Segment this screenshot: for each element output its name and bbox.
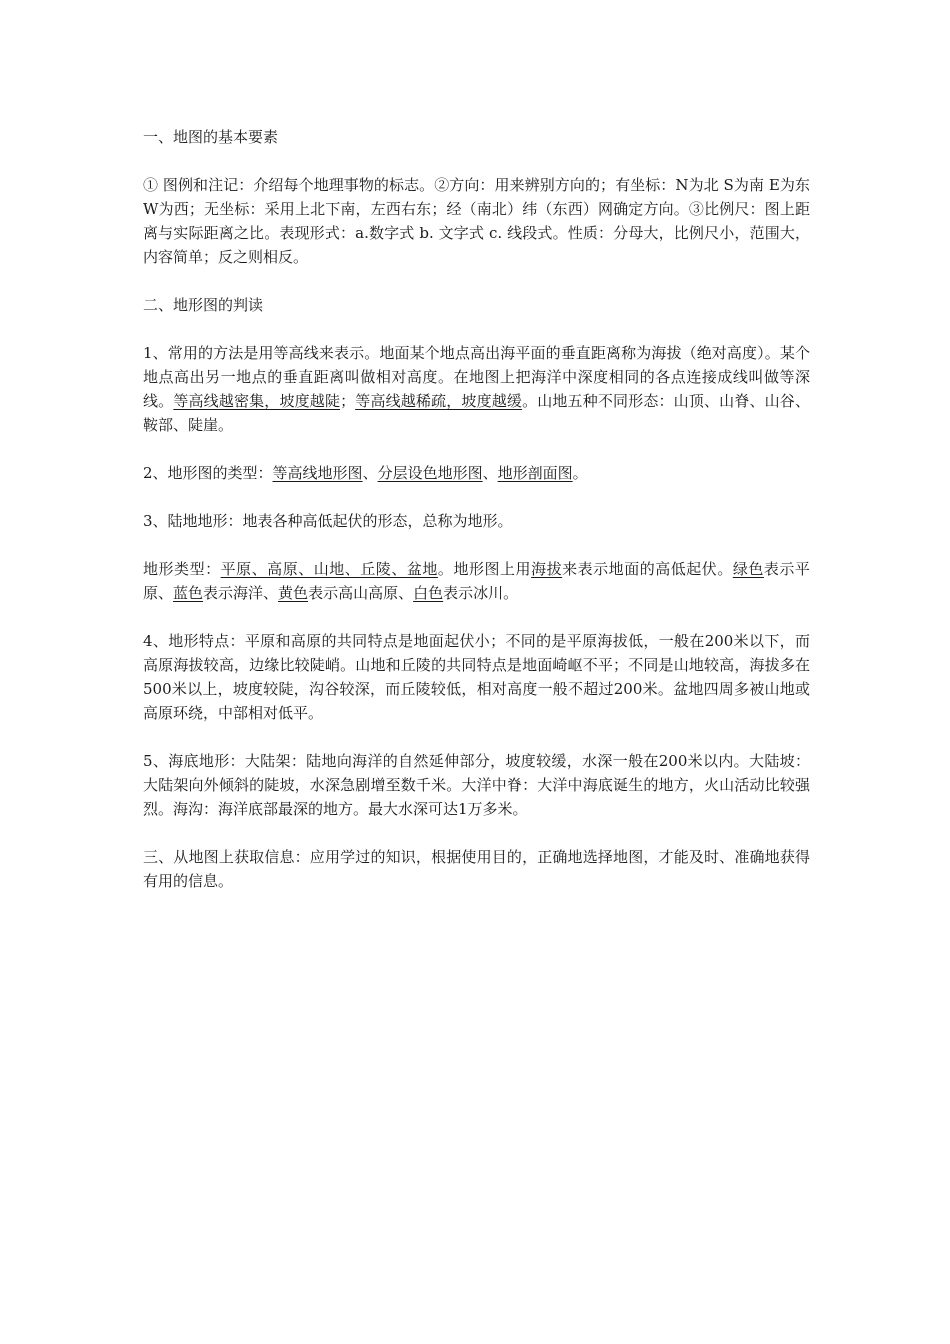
- text-run: 表示冰川。: [443, 584, 519, 602]
- paragraph-terrain-features: 4、地形特点：平原和高原的共同特点是地面起伏小；不同的是平原海拔低，一般在200米以下，而高原海拔较高，边缘比较陡峭。山地和丘陵的共同特点是地面崎岖不平；不同是山地较高，海拔多在500米以上，坡度较陡，沟谷较深，而丘陵较低，相对高度一般不超过200米。盆地四周多被山地或高原环绕，中部相对低平。: [143, 632, 810, 722]
- section-1-title: 一、地图的基本要素: [143, 128, 279, 146]
- underlined-term: 平原、高原、山地、丘陵、盆地: [220, 560, 438, 578]
- text-run: 来表示地面的高低起伏。: [562, 560, 733, 578]
- text-run: 。地形图上用: [437, 560, 532, 578]
- section-2-title: 二、地形图的判读: [143, 296, 264, 314]
- underlined-term: 黄色: [278, 584, 309, 602]
- section-1-body: ① 图例和注记：介绍每个地理事物的标志。②方向：用来辨别方向的；有坐标：N为北 S为南 E为东 W为西；无坐标：采用上北下南，左西右东；经（南北）纬（东西）网确定方向。③比例尺：图上距离与实际距离之比。表现形式：a.数字式 b. 文字式 c. 线段式。性质：分母大，比例尺小，范围大，内容简单；反之则相反。: [143, 176, 810, 266]
- paragraph-map-types: [143, 461, 810, 485]
- paragraph-land-terrain: 3、陆地地形：地表各种高低起伏的形态，总称为地形。: [143, 512, 513, 530]
- text-run: 地形类型：: [143, 560, 221, 578]
- text-run: 1、常用的方法是用等高线来表示。地面某个地点高出海平面的垂直距离称为海拔（绝对高度）。某个地点高出另一地点的垂直距离叫做相对高度。在地图上把海洋中深度相同的各点连接成线叫做等深线。: [143, 344, 810, 410]
- text-run: ；: [340, 392, 356, 410]
- underlined-term: 等高线越稀疏，坡度越缓: [355, 392, 523, 410]
- text-run: 表示海洋、: [203, 584, 279, 602]
- text-run: 表示高山高原、: [308, 584, 414, 602]
- text-run: 、: [362, 464, 378, 482]
- underlined-term: 等高线越密集，坡度越陡: [173, 392, 341, 410]
- underlined-term: 分层设色地形图: [377, 464, 483, 482]
- text-run: 。山地五种不同形态：山顶、山脊、山谷、鞍部、陡崖。: [143, 392, 810, 434]
- underlined-term: 绿色: [732, 560, 764, 578]
- text-run: 。: [572, 464, 588, 482]
- document-page: [143, 125, 810, 917]
- paragraph-terrain-types: [143, 557, 810, 605]
- text-run: 、: [482, 464, 498, 482]
- underlined-term: 海拔: [531, 560, 563, 578]
- underlined-term: 等高线地形图: [272, 464, 363, 482]
- underlined-term: 白色: [413, 584, 444, 602]
- paragraph-seafloor: 5、海底地形：大陆架：陆地向海洋的自然延伸部分，坡度较缓，水深一般在200米以内。大陆坡：大陆架向外倾斜的陡坡，水深急剧增至数千米。大洋中脊：大洋中海底诞生的地方，火山活动比较强烈。海沟：海洋底部最深的地方。最大水深可达1万多米。: [143, 752, 810, 818]
- text-run: 表示平原、: [143, 560, 810, 602]
- text-run: 2、地形图的类型：: [143, 464, 273, 482]
- section-3-body: 三、从地图上获取信息：应用学过的知识，根据使用目的，正确地选择地图，才能及时、准确地获得有用的信息。: [143, 848, 810, 890]
- underlined-term: 地形剖面图: [497, 464, 573, 482]
- paragraph-contour-lines: [143, 341, 810, 437]
- underlined-term: 蓝色: [173, 584, 204, 602]
